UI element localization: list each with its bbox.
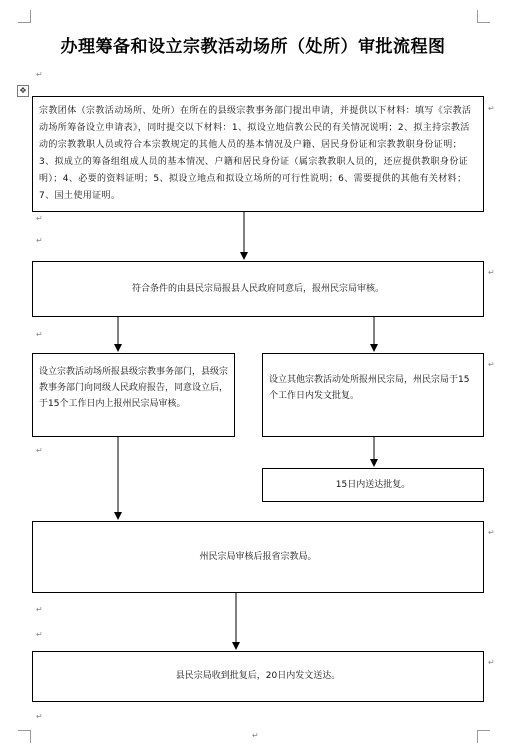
other-venue-delivery-text: 15日内送达批复。 <box>335 479 411 490</box>
application-materials-text: 宗教团体（宗教活动场所、处所）在所在的县级宗教事务部门提出申请，并提供以下材料：填写《宗教活动场所筹备设立申请表》，同时提交以下材料：1、拟设立地信教公民的有关情况说明；2、拟主持宗教活动的宗教教职人员或符合本宗教规定的其他人员的基本情况及户籍、居民身份证和宗教教职身份证明；3、拟成立的筹备组组成人员的基本情况、户籍和居民身份证（属宗教教职人员的，还应提供教职身份证明）；4、必要的资料证明；5、拟设立地点和拟设立场所的可行性说明；6、需要提供的其他有关材料；7、国土使用证明。 <box>39 106 472 201</box>
paragraph-mark: ↵ <box>36 605 43 614</box>
paragraph-mark: ↵ <box>488 268 495 277</box>
paragraph-mark: ↵ <box>36 214 43 223</box>
document-title: 办理筹备和设立宗教活动场所（处所）审批流程图 <box>60 37 446 57</box>
paragraph-mark: ↵ <box>36 446 43 455</box>
paragraph-mark: ↵ <box>36 630 43 639</box>
paragraph-mark: ↵ <box>488 528 495 537</box>
other-venue-branch-text: 设立其他宗教活动处所报州民宗局，州民宗局于15个工作日内发文批复。 <box>269 375 470 401</box>
paragraph-mark: ↵ <box>36 236 43 245</box>
religious-venue-branch-text: 设立宗教活动场所报县级宗教事务部门，县级宗教事务部门向同级人民政府报告，同意设立后，于15个工作日内上报州民宗局审核。 <box>39 367 229 409</box>
county-report-text: 符合条件的由县民宗局报县人民政府同意后，报州民宗局审核。 <box>131 283 384 294</box>
final-reply-text: 县民宗局收到批复后，20日内发文送达。 <box>175 671 341 681</box>
paragraph-mark: ↵ <box>36 70 43 79</box>
paragraph-mark: ↵ <box>488 104 495 113</box>
prefecture-review-text: 州民宗局审核后报省宗教局。 <box>199 551 317 562</box>
paragraph-mark: ↵ <box>488 360 495 369</box>
paragraph-mark: ↵ <box>36 712 43 721</box>
paragraph-mark: ↵ <box>252 731 259 740</box>
table-move-handle-icon[interactable]: ✥ <box>17 85 29 97</box>
paragraph-mark: ↵ <box>36 330 43 339</box>
paragraph-mark: ↵ <box>488 658 495 667</box>
